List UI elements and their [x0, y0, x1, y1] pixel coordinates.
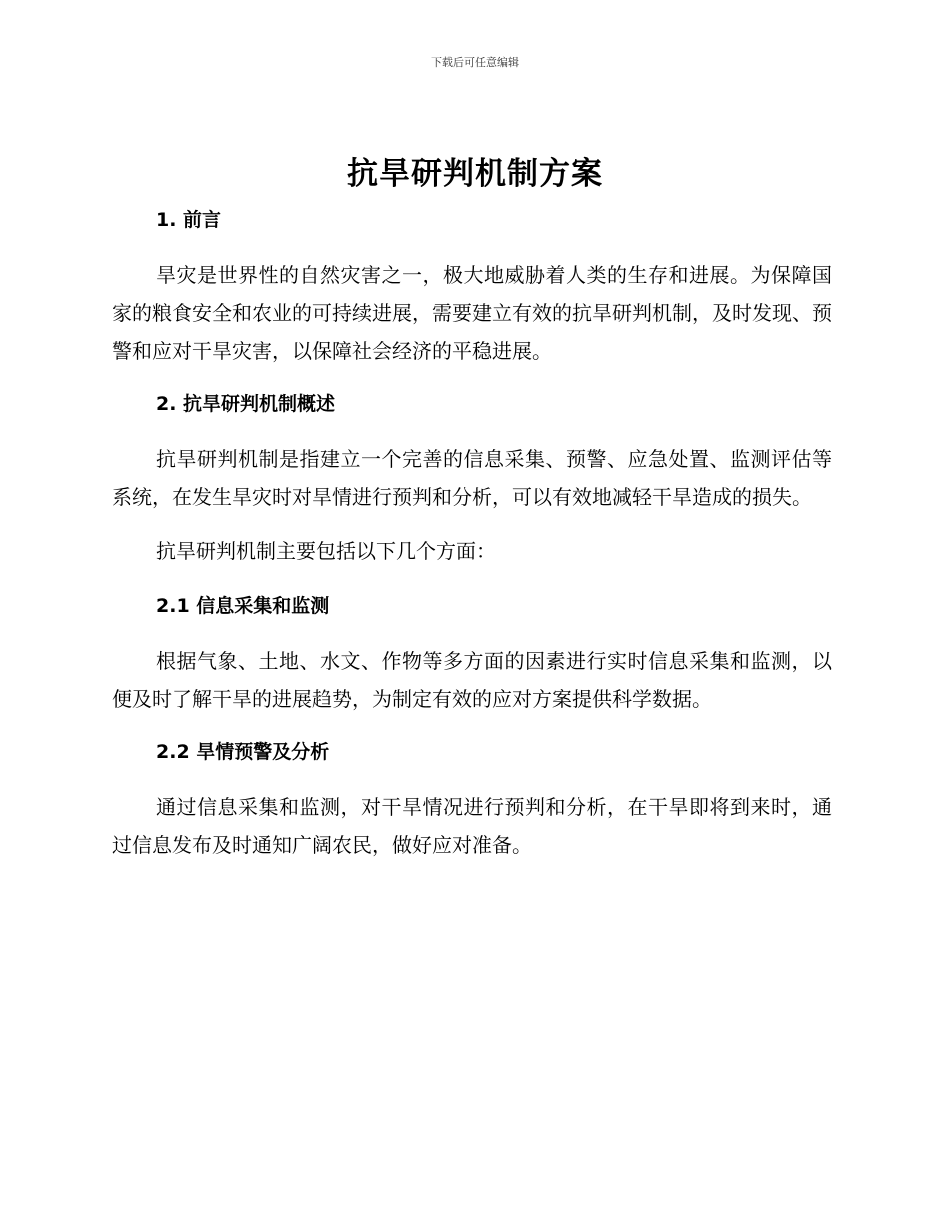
paragraph: 通过信息采集和监测，对干旱情况进行预判和分析，在干旱即将到来时，通过信息发布及时通知广阔农民，做好应对准备。: [112, 795, 832, 857]
document-body: [112, 200, 832, 864]
paragraph: 旱灾是世界性的自然灾害之一，极大地威胁着人类的生存和进展。为保障国家的粮食安全和农业的可持续进展，需要建立有效的抗旱研判机制，及时发现、预警和应对干旱灾害，以保障社会经济的平稳进展。: [112, 263, 832, 363]
section-heading-preface: 1. 前言: [156, 209, 222, 231]
section-heading-overview: 2. 抗旱研判机制概述: [156, 393, 336, 415]
document-title: 抗旱研判机制方案: [347, 156, 603, 192]
section-heading-drought-warning: 2.2 旱情预警及分析: [156, 741, 330, 763]
paragraph: 抗旱研判机制主要包括以下几个方面：: [156, 539, 496, 563]
header-note: 下载后可任意编辑: [431, 56, 519, 69]
paragraph: 抗旱研判机制是指建立一个完善的信息采集、预警、应急处置、监测评估等系统，在发生旱灾时对旱情进行预判和分析，可以有效地减轻干旱造成的损失。: [112, 447, 832, 509]
paragraph: 根据气象、土地、水文、作物等多方面的因素进行实时信息采集和监测，以便及时了解干旱的进展趋势，为制定有效的应对方案提供科学数据。: [112, 649, 832, 711]
section-heading-info-collection: 2.1 信息采集和监测: [156, 595, 330, 617]
